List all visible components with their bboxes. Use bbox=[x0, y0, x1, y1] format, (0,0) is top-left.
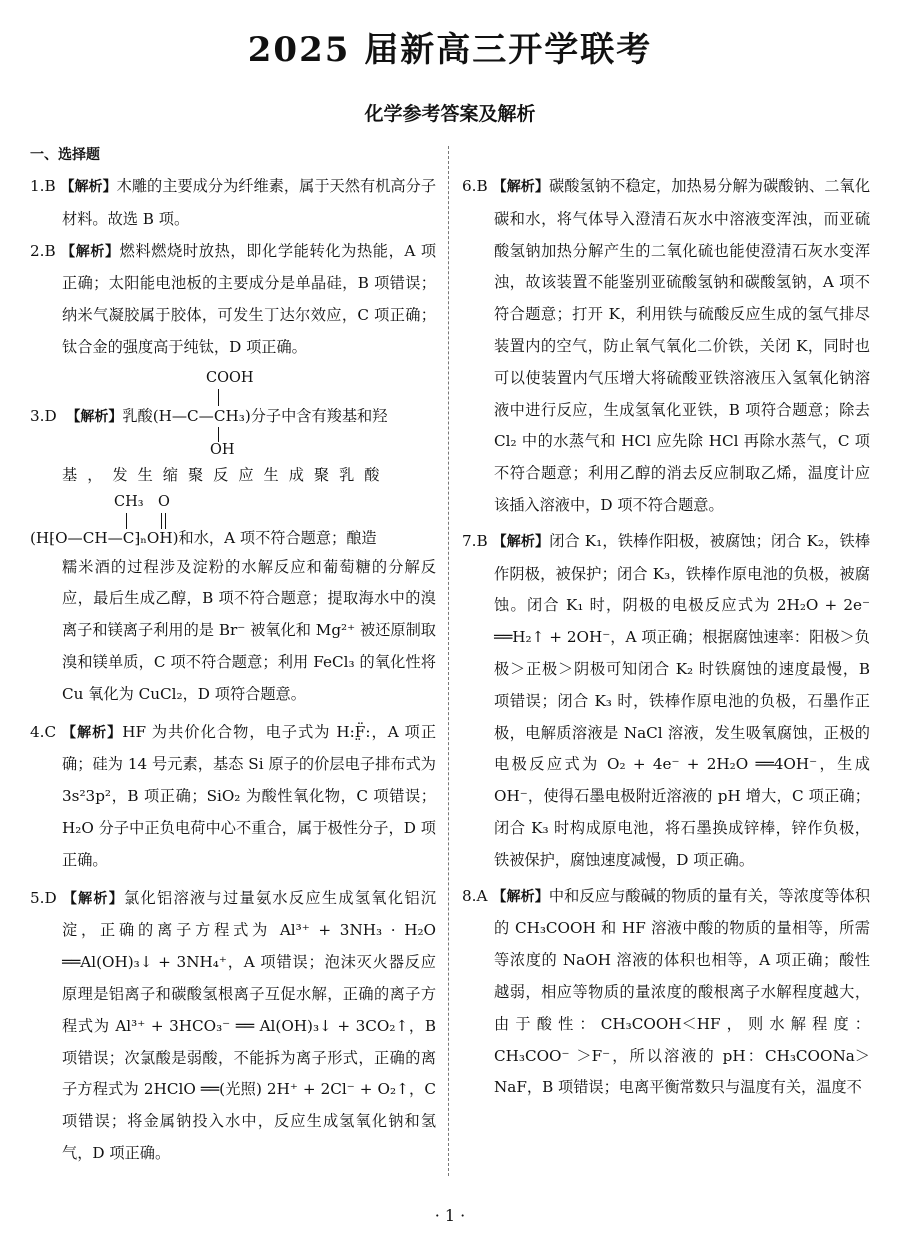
question-number: 5.D bbox=[30, 888, 57, 907]
right-column bbox=[462, 171, 870, 1104]
question-2 bbox=[30, 236, 436, 364]
analysis-tag: 【解析】 bbox=[61, 243, 120, 260]
question-number: 8.A bbox=[462, 886, 488, 905]
question-text: 木雕的主要成分为纤维素，属于天然有机高分子材料。故选 B 项。 bbox=[62, 177, 437, 228]
question-8 bbox=[462, 881, 870, 1105]
page-subtitle: 化学参考答案及解析 bbox=[364, 103, 536, 125]
lactic-acid-formula bbox=[30, 364, 436, 458]
page-number: · 1 · bbox=[434, 1206, 466, 1225]
analysis-tag: 【解析】 bbox=[62, 724, 123, 741]
left-column bbox=[30, 140, 436, 1170]
analysis-tag: 【解析】 bbox=[492, 888, 549, 905]
question-4 bbox=[30, 717, 436, 877]
question-number: 2.B bbox=[30, 241, 56, 260]
question-number: 1.B bbox=[30, 177, 56, 195]
bond-line bbox=[126, 513, 127, 529]
polylactic-acid-formula bbox=[30, 492, 436, 552]
question-text: 碳酸氢钠不稳定，加热易分解为碳酸钠、二氧化碳和水，将气体导入澄清石灰水中溶液变浑浊，而亚硫酸氢钠加热分解产生的二氧化硫也能使澄清石灰水变浑浊，故该装置不能鉴别亚硫酸氢钠和碳酸氢钠，A 项不符合题意；打开 K，利用铁与硫酸反应生成的氢气排尽装置内的空气，防止氧气氧化二价铁，关闭 K，同时也可以使装置内气压增大将硫酸亚铁溶液压入氢氧化钠溶液中进行反应，生成氢氧化亚铁，B 项符合题意；除去 Cl₂ 中的水蒸气和 HCl 应先除 HCl 再除水蒸气，C 项不符合题意；利用乙醇的消去反应制取乙烯，温度计应该插入溶液中，D 项不符合题意。 bbox=[494, 177, 871, 514]
question-7 bbox=[462, 526, 870, 877]
formula-row bbox=[30, 406, 387, 427]
question-number: 6.B bbox=[462, 177, 488, 195]
column-divider bbox=[448, 146, 449, 1176]
question-text: 氯化铝溶液与过量氨水反应生成氢氧化铝沉淀，正确的离子方程式为 Al³⁺ + 3NH₃ · H₂O ══Al(OH)₃↓ + 3NH₄⁺，A 项错误；泡沫灭火器反应原理是铝离子和碳酸氢根离子互促水解，正确的离子方程式为 Al³⁺ + 3HCO₃⁻ ══ Al(OH)₃↓ + 3CO₂↑，B 项错误；次氯酸是弱酸，不能拆为离子形式，正确的离子方程式为 2HClO ══(光照) 2H⁺ + 2Cl⁻ + O₂↑，C 项错误；将金属钠投入水中，反应生成氢氧化钠和氢气，D 项正确。 bbox=[62, 888, 437, 1162]
question-number: 3.D bbox=[30, 406, 57, 425]
formula-top-group: CH₃ bbox=[114, 493, 144, 510]
question-number: 7.B bbox=[462, 531, 488, 550]
formula-bottom-group: OH bbox=[210, 441, 235, 458]
formula-main-text: 乳酸(H—C—CH₃)分子中含有羧基和羟 bbox=[122, 406, 388, 425]
question-number: 4.C bbox=[30, 722, 57, 741]
analysis-tag: 【解析】 bbox=[492, 533, 550, 550]
analysis-tag: 【解析】 bbox=[62, 890, 125, 907]
analysis-tag: 【解析】 bbox=[60, 179, 117, 195]
question-text: 糯米酒的过程涉及淀粉的水解反应和葡萄糖的分解反应，最后生成乙醇，B 项不符合题意；提取海水中的溴离子和镁离子利用的是 Br⁻ 被氧化和 Mg²⁺ 被还原制取溴和镁单质，C 项不符合题意；利用 FeCl₃ 的氧化性将 Cu 氧化为 CuCl₂，D 项符合题意。 bbox=[62, 557, 436, 703]
question-text: 燃料燃烧时放热，即化学能转化为热能，A 项正确；太阳能电池板的主要成分是单晶硅，B 项错误；纳米气凝胶属于胶体，可发生丁达尔效应，C 项正确；钛合金的强度高于纯钛，D 项正确。 bbox=[62, 241, 437, 356]
question-1 bbox=[30, 171, 436, 236]
formula-top-group: COOH bbox=[206, 369, 254, 386]
formula-main-text: (H⁅O—CH—C⁆ₙOH)和水，A 项不符合题意；酿造 bbox=[30, 528, 377, 547]
question-6 bbox=[462, 171, 870, 522]
bond-line bbox=[218, 389, 219, 406]
section-heading: 一、选择题 bbox=[30, 147, 100, 163]
question-text: HF 为共价化合物，电子式为 H:F̤̈:，A 项正确；硅为 14 号元素，基态 Si 原子的价层电子排布式为 3s²3p²，B 项正确；SiO₂ 为酸性氧化物，C 项错误；H₂O 分子中正负电荷中心不重合，属于极性分子，D 项正确。 bbox=[62, 722, 437, 869]
page-title: 2025 届新高三开学联考 bbox=[247, 30, 653, 70]
analysis-tag: 【解析】 bbox=[492, 179, 550, 195]
question-5 bbox=[30, 883, 436, 1170]
question-text: 基，发生缩聚反应生成聚乳酸 bbox=[62, 465, 390, 484]
analysis-tag: 【解析】 bbox=[66, 408, 123, 425]
formula-top-group: O bbox=[158, 493, 170, 510]
double-bond bbox=[161, 513, 166, 529]
question-text: 闭合 K₁，铁棒作阳极，被腐蚀；闭合 K₂，铁棒作阴极，被保护；闭合 K₃，铁棒作原电池的负极，被腐蚀。闭合 K₁ 时，阴极的电极反应式为 2H₂O + 2e⁻ ══H₂↑ + 2OH⁻，A 项正确；根据腐蚀速率：阳极＞负极＞正极＞阴极可知闭合 K₂ 时铁腐蚀的速度最慢，B 项错误；闭合 K₃ 时，铁棒作原电池的负极，石墨作正极，电解质溶液是 NaCl 溶液，发生吸氧腐蚀，正极的电极反应式为 O₂ + 4e⁻ + 2H₂O ══4OH⁻，生成 OH⁻，使得石墨电极附近溶液的 pH 增大，C 项正确；闭合 K₃ 时构成原电池，将石墨换成锌棒，锌作负极，铁被保护，腐蚀速度减慢，D 项正确。 bbox=[494, 531, 871, 869]
question-3 bbox=[30, 364, 436, 711]
question-text: 中和反应与酸碱的物质的量有关，等浓度等体积的 CH₃COOH 和 HF 溶液中酸的物质的量相等，所需等浓度的 NaOH 溶液的体积也相等，A 项正确；酸性越弱，相应等物质的量浓度的酸根离子水解程度越大，由于酸性：CH₃COOH＜HF，则水解程度：CH₃COO⁻ ＞F⁻，所以溶液的 pH：CH₃COONa＞NaF，B 项错误；电离平衡常数只与温度有关，温度不 bbox=[494, 886, 871, 1097]
